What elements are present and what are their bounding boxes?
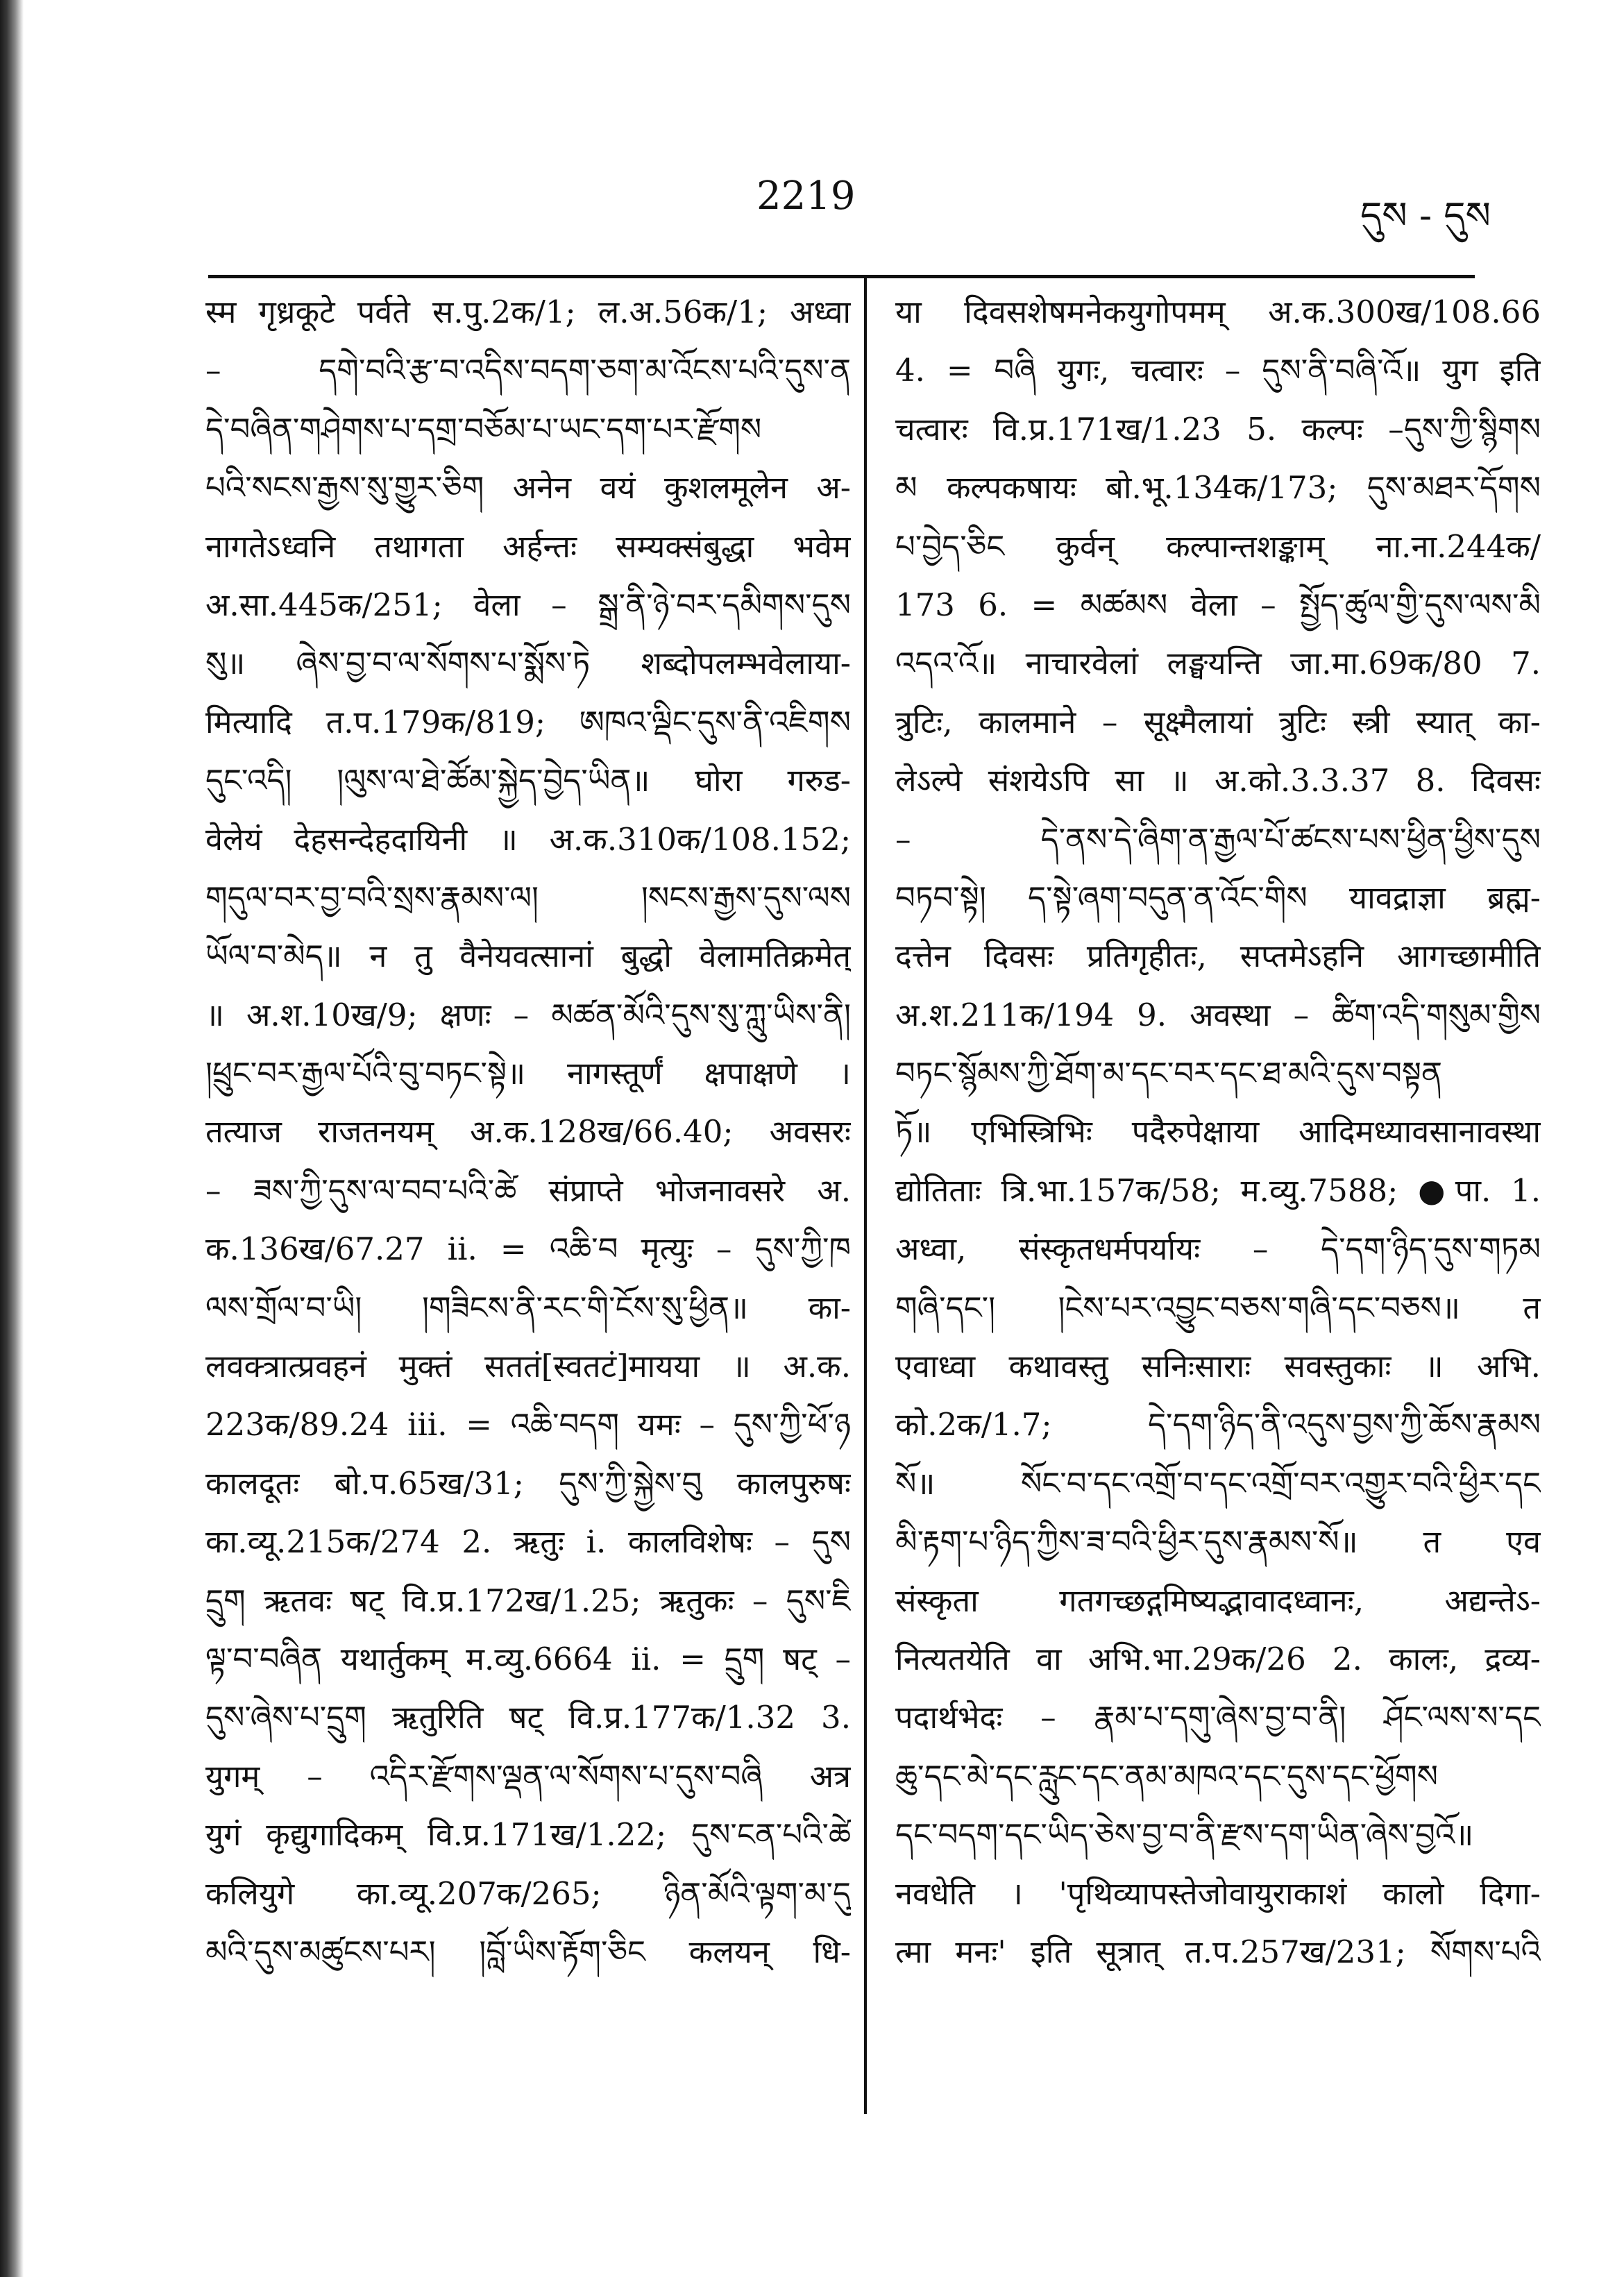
text-line: དུས་ཞེས་པ་དྲུག ऋतुरिति षट् वि.प्र.177क/1.32 3. bbox=[205, 1699, 851, 1736]
text-line: ལས་གྲོལ་བ་ཡི། །གཟིངས་ནི་རང་གི་ངོས་སུ་ཕྱིན॥ का- bbox=[205, 1289, 851, 1326]
right-column bbox=[895, 283, 1541, 1981]
text-line: །ཕྲུང་བར་རྒྱལ་པོའི་བུ་བཏང་སྟེ॥ नागस्तूर्णं क्षपाक्षणे । bbox=[205, 1055, 851, 1092]
text-line: 223क/89.24 iii. = འཆི་བདག यमः – དུས་ཀྱི་ཕོ་ཉ bbox=[205, 1406, 851, 1444]
text-line: मित्यादि त.प.179क/819; ཨཁའ་ལྡིང་དུས་ནི་འཇིགས bbox=[205, 703, 851, 740]
text-line: को.2क/1.7; དེ་དག་ཉིད་ནི་འདུས་བྱས་ཀྱི་ཆོས་རྣམས bbox=[895, 1406, 1541, 1444]
text-line: त्मा मनः' इति सूत्रात् त.प.257ख/231; སོགས་པའི bbox=[895, 1933, 1541, 1970]
left-column bbox=[205, 283, 851, 1981]
text-line: चत्वारः वि.प्र.171ख/1.23 5. कल्पः –དུས་ཀྱི་སྙིགས bbox=[895, 410, 1541, 448]
text-line: युगं कृद्युगादिकम् वि.प्र.171ख/1.22; དུས་ངན་པའི་ཚེ bbox=[205, 1816, 851, 1854]
text-line: तत्याज राजतनयम् अ.क.128ख/66.40; अवसरः bbox=[205, 1113, 851, 1151]
text-line: 173 6. = མཚམས वेला – སྤྱོད་ཚུལ་གྱི་དུས་ལས་མི bbox=[895, 586, 1541, 623]
text-line: अध्वा, संस्कृतधर्मपर्यायः – དེ་དག་ཉིད་དུས་གཏམ bbox=[895, 1230, 1541, 1268]
text-line: पदार्थभेदः – རྣམ་པ་དགུ་ཞེས་བྱ་བ་ནི། ཤོང་ལས་ས་དང bbox=[895, 1699, 1541, 1736]
text-line: नित्यतयेति वा अभि.भा.29क/26 2. कालः, द्रव्य- bbox=[895, 1640, 1541, 1677]
text-line: नवधेति । 'पृथिव्यापस्तेजोवायुराकाशं कालो दिगा- bbox=[895, 1874, 1541, 1912]
text-line: क.136ख/67.27 ii. = འཆི་བ मृत्युः – དུས་ཀྱི་ཁ bbox=[205, 1230, 851, 1268]
page-number: 2219 bbox=[756, 173, 856, 219]
text-line: དེ་བཞིན་གཤེགས་པ་དགྲ་བཅོམ་པ་ཡང་དག་པར་རྫོགས bbox=[205, 410, 762, 448]
text-line: स्म गृध्रकूटे पर्वते स.पु.2क/1; ल.अ.56क/1; अध्वा bbox=[205, 294, 851, 330]
text-line: ལྟ་བ་བཞིན यथार्तुकम् म.व्यु.6664 ii. = དྲུག षट् – bbox=[205, 1640, 851, 1677]
text-line: 4. = བཞི युगः, चत्वारः – དུས་ནི་བཞི་འོ॥ युग इति bbox=[895, 352, 1541, 389]
text-line: པའི་སངས་རྒྱས་སུ་གྱུར་ཅིག अनेन वयं कुशलमूलेन अ- bbox=[205, 469, 851, 507]
text-line: ཡོལ་བ་མེད॥ न तु वैनेयवत्सानां बुद्धो वेलामतिक्रमेत् bbox=[205, 938, 851, 975]
text-line: དྲུག ऋतवः षट् वि.प्र.172ख/1.25; ऋतुकः – དུས་ཇི bbox=[205, 1582, 851, 1619]
text-line: नागतेऽध्वनि तथागता अर्हन्तः सम्यक्संबुद्धा भवेम bbox=[205, 527, 851, 565]
running-head: དུས - དུས bbox=[1360, 194, 1491, 237]
column-divider bbox=[864, 275, 867, 2114]
text-line: लवक्त्रात्प्रवहनं मुक्तं सततं[स्वतटं]मायया ॥ अ.क. bbox=[205, 1348, 851, 1385]
text-line: लेऽल्पे संशयेऽपि सा ॥ अ.को.3.3.37 8. दिवसः bbox=[895, 762, 1541, 799]
text-line: त्रुटिः, कालमाने – सूक्ष्मैलायां त्रुटिः स्त्री स्यात् का- bbox=[895, 703, 1541, 740]
text-line: अ.सा.445क/251; वेला – སྒྲ་ནི་ཉེ་བར་དམིགས་དུས bbox=[205, 586, 851, 623]
text-line: अ.श.211क/194 9. अवस्था – ཚིག་འདི་གསུམ་གྱིས bbox=[895, 996, 1541, 1033]
text-line: युगम् – འདིར་རྫོགས་ལྡན་ལ་སོགས་པ་དུས་བཞི अत्र bbox=[205, 1757, 851, 1795]
text-line: दत्तेन दिवसः प्रतिगृहीतः, सप्तमेऽहनि आगच्छामीति bbox=[895, 938, 1541, 975]
text-line: – ཟས་ཀྱི་དུས་ལ་བབ་པའི་ཚེ संप्राप्ते भोजनावसरे अ. bbox=[205, 1171, 851, 1209]
text-line: वेलेयं देहसन्देहदायिनी ॥ अ.क.310क/108.152; bbox=[205, 820, 851, 858]
text-line: སོ॥ སོང་བ་དང་འགྲོ་བ་དང་འགྲོ་བར་འགྱུར་བའི་ཕྱིར་དང bbox=[895, 1464, 1541, 1502]
text-line: མི་རྟག་པ་ཉིད་ཀྱིས་ཟ་བའི་ཕྱིར་དུས་རྣམས་སོ॥ त एव bbox=[895, 1523, 1541, 1561]
text-line: འདའ་འོ॥ नाचारवेलां लङ्घयन्ति जा.मा.69क/80 7. bbox=[895, 645, 1541, 682]
text-line: མ कल्पकषायः बो.भू.134क/173; དུས་མཐར་དོགས bbox=[895, 469, 1541, 507]
text-line: द्योतिताः त्रि.भा.157क/58; म.व्यु.7588; ●पा. 1. bbox=[895, 1171, 1541, 1209]
text-line: བཏང་སྙོམས་ཀྱི་ཐོག་མ་དང་བར་དང་ཐ་མའི་དུས་བསྟན bbox=[895, 1055, 1442, 1092]
text-line: པ་བྱེད་ཅིང कुर्वन् कल्पान्तशङ्काम् ना.ना.244क/ bbox=[895, 527, 1541, 565]
text-line: སུ॥ ཞེས་བྱ་བ་ལ་སོགས་པ་སྨོས་ཏེ शब्दोपलम्भवेलाया- bbox=[205, 645, 851, 682]
scan-edge bbox=[0, 0, 24, 2277]
text-line: – དགེ་བའི་རྩ་བ་འདིས་བདག་ཅག་མ་འོངས་པའི་དུས་ན bbox=[205, 352, 851, 389]
header-rule bbox=[208, 275, 1475, 278]
text-line: བཏབ་སྟེ། ད་སྟེ་ཞག་བདུན་ན་འོང་གིས यावद्राज्ञा ब्रह्म- bbox=[895, 879, 1541, 916]
text-line: གཞི་དང་། །ངེས་པར་འབྱུང་བཅས་གཞི་དང་བཅས॥ त bbox=[895, 1289, 1541, 1326]
text-line: ཏོ॥ एभिस्त्रिभिः पदैरुपेक्षाया आदिमध्यावसानावस्था bbox=[895, 1113, 1541, 1151]
text-line: कलियुगे का.व्यू.207क/265; ཉིན་མོའི་ལྟག་མ་དུ bbox=[205, 1874, 851, 1912]
text-line: ཆུ་དང་མེ་དང་རླུང་དང་ནམ་མཁའ་དང་དུས་དང་ཕྱོགས bbox=[895, 1757, 1439, 1795]
text-line: དུང་འདི། །ལུས་ལ་ཐེ་ཚོམ་སྐྱེད་བྱེད་ཡིན॥ घोरा गरुड- bbox=[205, 762, 851, 799]
text-line: एवाध्वा कथावस्तु सनिःसाराः सवस्तुकाः ॥ अभि. bbox=[895, 1348, 1541, 1385]
text-line: – དེ་ནས་དེ་ཞིག་ན་རྒྱལ་པོ་ཚངས་པས་ཕྱིན་ཕྱིས་དུས bbox=[895, 820, 1541, 858]
text-line: དང་བདག་དང་ཡིད་ཅེས་བྱ་བ་ནི་རྫས་དག་ཡིན་ཞེས་བྱའོ॥ bbox=[895, 1816, 1474, 1854]
text-line: संस्कृता गतगच्छद्गमिष्यद्भावादध्वानः, अद्यन्तेऽ- bbox=[895, 1582, 1541, 1619]
text-line: ॥ अ.श.10ख/9; क्षणः – མཚན་མོའི་དུས་སུ་ཀླུ་ཡིས་ནི། bbox=[205, 996, 851, 1033]
text-line: या दिवसशेषमनेकयुगोपमम् अ.क.300ख/108.66 bbox=[895, 294, 1541, 330]
text-line: कालदूतः बो.प.65ख/31; དུས་ཀྱི་སྐྱེས་བུ कालपुरुषः bbox=[205, 1464, 851, 1502]
text-line: का.व्यू.215क/274 2. ऋतुः i. कालविशेषः – དུས bbox=[205, 1523, 851, 1561]
text-line: མའི་དུས་མཚུངས་པར། །བློ་ཡིས་རྟོག་ཅིང कलयन् धि- bbox=[205, 1933, 851, 1970]
text-line: གདུལ་བར་བྱ་བའི་སྲས་རྣམས་ལ། །སངས་རྒྱས་དུས་ལས bbox=[205, 879, 851, 916]
